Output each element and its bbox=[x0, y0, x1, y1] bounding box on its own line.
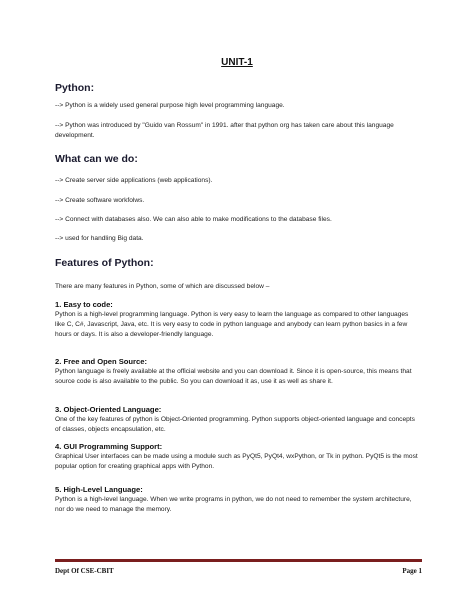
feature-text-1: Python is a high-level programming language. Python is very easy to learn the language as compared to other languages like C, C#, Javascript, Java, etc. It is very easy to code in python language and anybody can learn python basics in a few hours or days. It is also a developer-friendly language. bbox=[55, 311, 409, 338]
footer-page-number: Page 1 bbox=[402, 567, 422, 575]
python-line-1: --> Python is a widely used general purpose high level programming language. bbox=[55, 102, 285, 109]
feature-text-3: One of the key features of python is Object-Oriented programming. Python supports object-oriented language and concepts of classes, objects encapsulation, etc. bbox=[55, 416, 415, 433]
python-line-2: --> Python was introduced by "Guido van Rossum" in 1991. after that python org has taken care about this language development. bbox=[55, 122, 394, 139]
feature-title-3: 3. Object-Oriented Language: bbox=[55, 405, 162, 414]
footer-divider bbox=[55, 559, 422, 562]
what-line-3: --> Connect with databases also. We can also able to make modifications to the database files. bbox=[55, 216, 332, 223]
features-heading: Features of Python: bbox=[55, 257, 154, 269]
feature-text-4: Graphical User interfaces can be made using a module such as PyQt5, PyQt4, wxPython, or Tk in python. PyQt5 is the most popular option for creating graphical apps with Python. bbox=[55, 453, 418, 470]
python-heading: Python: bbox=[55, 82, 95, 94]
what-line-4: --> used for handling Big data. bbox=[55, 235, 144, 242]
feature-title-4: 4. GUI Programming Support: bbox=[55, 442, 163, 451]
footer-department: Dept Of CSE-CBIT bbox=[55, 567, 114, 575]
features-intro: There are many features in Python, some of which are discussed below – bbox=[55, 283, 270, 290]
what-line-1: --> Create server side applications (web applications). bbox=[55, 177, 213, 184]
feature-title-2: 2. Free and Open Source: bbox=[55, 357, 147, 366]
unit-title: UNIT-1 bbox=[221, 57, 253, 68]
feature-title-5: 5. High-Level Language: bbox=[55, 485, 143, 494]
feature-title-1: 1. Easy to code: bbox=[55, 300, 113, 309]
feature-text-2: Python language is freely available at the official website and you can download it. Since it is open-source, this means that source code is also available to the public. So you can download it as, use it as well as share it. bbox=[55, 368, 412, 385]
feature-text-5: Python is a high-level language. When we write programs in python, we do not need to remember the system architecture, nor do we need to manage the memory. bbox=[55, 496, 412, 513]
what-heading: What can we do: bbox=[55, 153, 138, 165]
what-line-2: --> Create software workfolws. bbox=[55, 197, 145, 204]
